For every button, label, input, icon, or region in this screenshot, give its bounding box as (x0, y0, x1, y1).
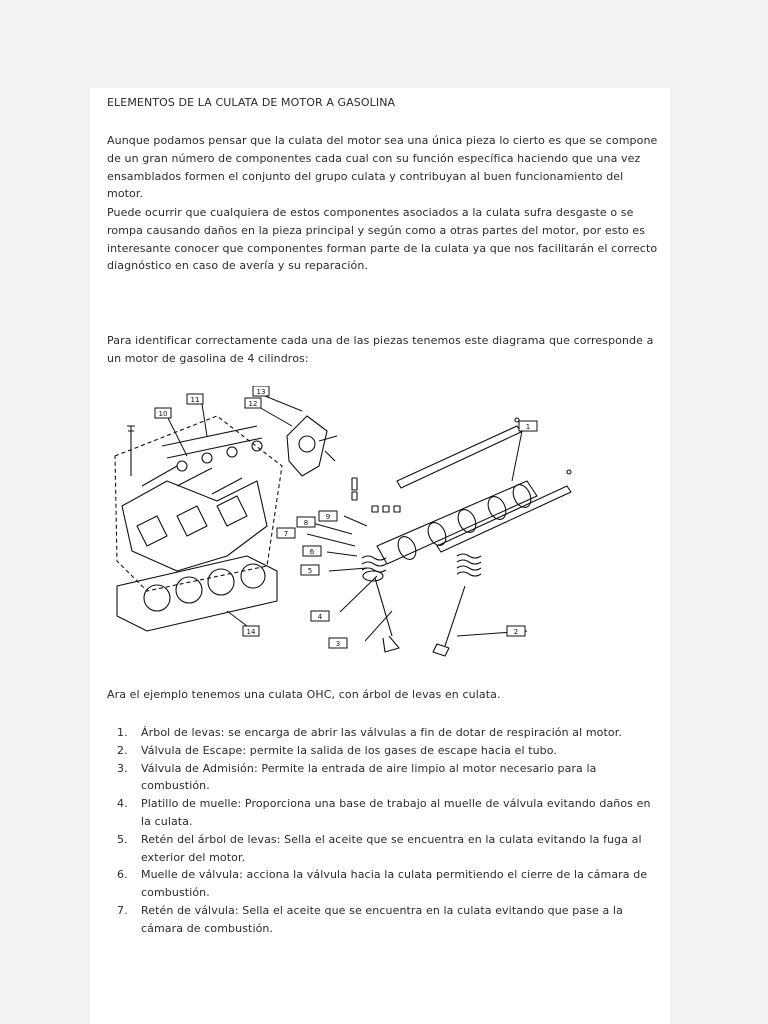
list-item (107, 831, 662, 867)
diagram-label-11 (187, 394, 203, 404)
paragraph-intro: Aunque podamos pensar que la culata del motor sea una única pieza lo cierto es que se compone de un gran número de componentes cada cual con su función específica haciendo que una vez ensamblados formen el conjunto del grupo culata y contribuyan al buen funcionamiento del motor. (107, 134, 658, 201)
list-item-number: 1. (117, 726, 128, 739)
list-item (107, 760, 662, 796)
list-item-text: Retén del árbol de levas: Sella el aceite que se encuentra en la culata evitando la fuga al exterior del motor. (141, 832, 642, 864)
diagram-label-14 (243, 626, 259, 636)
diagram-label-13 (253, 386, 269, 396)
diagram-label-2 (507, 626, 525, 636)
paragraph-diagram-intro: Para identificar correctamente cada una de las piezas tenemos este diagrama que corresponde a un motor de gasolina de 4 cilindros: (107, 334, 654, 365)
diagram-label-5 (301, 565, 319, 575)
list-item-text: Árbol de levas: se encarga de abrir las válvulas a fin de dotar de respiración al motor. (141, 726, 622, 739)
svg-text:4: 4 (317, 613, 323, 621)
list-item-number: 7. (117, 903, 128, 917)
svg-text:6: 6 (309, 548, 315, 556)
document-page (90, 88, 670, 1024)
svg-text:1: 1 (525, 423, 531, 431)
list-item-text: Platillo de muelle: Proporciona una base de trabajo al muelle de válvula evitando daños en la culata. (141, 797, 651, 828)
components-list (107, 724, 662, 938)
list-item-text: Válvula de Admisión: Permite la entrada de aire limpio al motor necesario para la combustión. (141, 761, 597, 793)
svg-text:14: 14 (246, 628, 256, 636)
cylinder-head-diagram (107, 386, 587, 666)
list-item (107, 902, 662, 938)
list-item (107, 795, 662, 831)
svg-text:2: 2 (513, 628, 519, 636)
list-item-number: 5. (117, 832, 128, 846)
diagram-label-3 (329, 638, 347, 648)
diagram-label-7 (277, 528, 295, 538)
list-item-number: 6. (117, 868, 128, 882)
document-title: ELEMENTOS DE LA CULATA DE MOTOR A GASOLINA (107, 96, 396, 109)
diagram-label-9 (319, 511, 337, 521)
svg-text:5: 5 (307, 567, 313, 575)
svg-text:7: 7 (283, 530, 289, 538)
svg-text:13: 13 (256, 388, 266, 396)
list-item (107, 724, 662, 742)
list-item-text: Muelle de válvula: acciona la válvula hacia la culata permitiendo el cierre de la cámara de combustión. (141, 868, 648, 900)
paragraph-example: Ara el ejemplo tenemos una culata OHC, con árbol de levas en culata. (107, 688, 501, 701)
diagram-label-10 (155, 408, 171, 418)
diagram-label-8 (297, 517, 315, 527)
diagram-label-6 (303, 546, 321, 556)
diagram-label-4 (311, 611, 329, 621)
list-item-text: Válvula de Escape: permite la salida de los gases de escape hacia el tubo. (141, 743, 557, 757)
diagram-label-1 (519, 421, 537, 431)
list-item-number: 4. (117, 797, 128, 811)
svg-text:11: 11 (190, 396, 200, 404)
svg-text:3: 3 (335, 640, 341, 648)
svg-text:10: 10 (158, 410, 168, 418)
diagram-label-12 (245, 398, 261, 408)
list-item (107, 866, 662, 902)
svg-text:9: 9 (325, 513, 331, 521)
svg-text:8: 8 (303, 519, 309, 527)
paragraph-wear: Puede ocurrir que cualquiera de estos componentes asociados a la culata sufra desgaste o se rompa causando daños en la pieza principal y según como a otras partes del motor, por esto es interesante conocer que componentes forman parte de la culata ya que nos facilitarán el correcto diagnóstico en caso de avería y su reparación. (107, 206, 658, 273)
svg-text:12: 12 (248, 400, 258, 408)
list-item (107, 742, 662, 760)
list-item-text: Retén de válvula: Sella el aceite que se encuentra en la culata evitando que pase a la cámara de combustión. (141, 903, 623, 935)
list-item-number: 3. (117, 761, 128, 775)
list-item-number: 2. (117, 743, 128, 757)
